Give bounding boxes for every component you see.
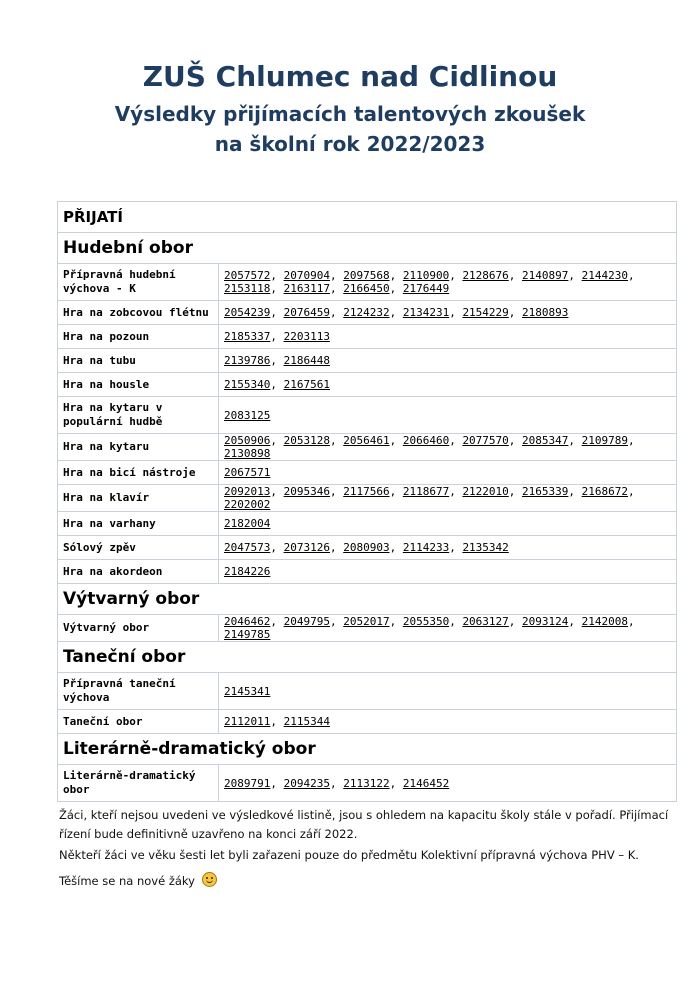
applicant-codes bbox=[219, 673, 677, 710]
applicant-codes: 2185337, 2203113 bbox=[219, 325, 677, 349]
applicant-code: 2056461 bbox=[343, 434, 390, 447]
section-title: Taneční obor bbox=[58, 642, 677, 673]
applicant-code: 2077570 bbox=[462, 434, 509, 447]
applicant-codes: 2092013, 2095346, 2117566, 2118677, 2122010, 2165339, 2168672, 2202002 bbox=[219, 485, 677, 512]
applicant-code: 2180893 bbox=[522, 306, 569, 319]
subject-label: Přípravná taneční výchova bbox=[58, 673, 219, 710]
section-title: Výtvarný obor bbox=[58, 584, 677, 615]
table-row bbox=[58, 485, 677, 512]
subject-label: Literárně-dramatický obor bbox=[58, 765, 219, 802]
applicant-code: 2134231 bbox=[402, 306, 450, 319]
applicant-code: 2054239 bbox=[224, 306, 271, 319]
applicant-code: 2089791 bbox=[224, 776, 271, 790]
applicant-code: 2112011 bbox=[224, 715, 271, 728]
applicant-code: 2118677 bbox=[402, 485, 450, 498]
applicant-code: 2144230 bbox=[581, 269, 629, 282]
applicant-code: 2167561 bbox=[283, 378, 330, 391]
admissions-table bbox=[57, 201, 677, 802]
applicant-code: 2052017 bbox=[343, 615, 390, 628]
applicant-codes: 2139786, 2186448 bbox=[219, 349, 677, 373]
applicant-code: 2139786 bbox=[224, 354, 271, 367]
applicant-codes bbox=[219, 512, 677, 536]
school-title: ZUŠ Chlumec nad Cidlinou bbox=[142, 60, 558, 93]
applicant-codes: 2050906, 2053128, 2056461, 2066460, 2077570, 2085347, 2109789, 2130898 bbox=[219, 434, 677, 461]
applicant-code: 2122010 bbox=[462, 485, 509, 498]
applicant-code: 2092013 bbox=[224, 485, 271, 498]
table-heading-row bbox=[58, 202, 677, 233]
applicant-code: 2115344 bbox=[283, 715, 330, 728]
applicant-code: 2109789 bbox=[581, 434, 629, 447]
results-title: Výsledky přijímacích talentových zkoušek bbox=[114, 102, 586, 126]
applicant-code: 2165339 bbox=[522, 485, 569, 498]
applicant-code: 2202002 bbox=[224, 498, 271, 511]
subject-label: Hra na housle bbox=[58, 373, 219, 397]
applicant-code: 2142008 bbox=[581, 615, 629, 628]
section-row bbox=[58, 734, 677, 765]
table-row bbox=[58, 512, 677, 536]
applicant-code: 2140897 bbox=[522, 269, 569, 282]
smiley-face-icon bbox=[202, 872, 217, 887]
subject-label: Hra na zobcovou flétnu bbox=[58, 301, 219, 325]
table-row bbox=[58, 301, 677, 325]
subject-label: Hra na varhany bbox=[58, 512, 219, 536]
subject-label: Hra na kytaru bbox=[58, 434, 219, 461]
applicant-codes: 2112011, 2115344 bbox=[219, 710, 677, 734]
applicant-code: 2128676 bbox=[462, 269, 509, 282]
table-row bbox=[58, 615, 677, 642]
applicant-code: 2166450 bbox=[343, 282, 390, 295]
applicant-code: 2154229 bbox=[462, 306, 509, 319]
table-row bbox=[58, 536, 677, 560]
table-row bbox=[58, 765, 677, 802]
applicant-code: 2047573 bbox=[224, 541, 271, 554]
note-welcome-text: Těšíme se na nové žáky bbox=[59, 874, 195, 888]
subject-label: Hra na pozoun bbox=[58, 325, 219, 349]
table-row bbox=[58, 434, 677, 461]
applicant-code: 2130898 bbox=[224, 447, 271, 460]
applicant-code: 2049795 bbox=[283, 615, 330, 628]
subject-label: Hra na kytaru v populární hudbě bbox=[58, 397, 219, 434]
applicant-code: 2055350 bbox=[402, 615, 450, 628]
applicant-code: 2135342 bbox=[462, 541, 509, 554]
applicant-codes bbox=[219, 461, 677, 485]
school-year-title: na školní rok 2022/2023 bbox=[214, 132, 486, 156]
applicant-code: 2046462 bbox=[224, 615, 271, 628]
applicant-code: 2050906 bbox=[224, 434, 271, 447]
table-row bbox=[58, 373, 677, 397]
applicant-codes bbox=[219, 560, 677, 584]
table-heading: PŘIJATÍ bbox=[58, 202, 677, 233]
section-row bbox=[58, 642, 677, 673]
applicant-codes: 2046462, 2049795, 2052017, 2055350, 2063127, 2093124, 2142008, 2149785 bbox=[219, 615, 677, 642]
applicant-code: 2163117 bbox=[283, 282, 330, 295]
applicant-code: 2073126 bbox=[283, 541, 330, 554]
applicant-code: 2176449 bbox=[402, 282, 450, 295]
applicant-code: 2117566 bbox=[343, 485, 390, 498]
applicant-codes: 2057572, 2070904, 2097568, 2110900, 2128676, 2140897, 2144230, 2153118, 2163117, 2166450, 2176449 bbox=[219, 264, 677, 301]
applicant-code: 2076459 bbox=[283, 306, 330, 319]
subject-label: Hra na klavír bbox=[58, 485, 219, 512]
applicant-code: 2184226 bbox=[224, 565, 271, 578]
applicant-code: 2080903 bbox=[343, 541, 390, 554]
section-title: Hudební obor bbox=[58, 233, 677, 264]
table-row bbox=[58, 710, 677, 734]
applicant-codes bbox=[219, 397, 677, 434]
applicant-code: 2146452 bbox=[402, 776, 450, 790]
applicant-code: 2145341 bbox=[224, 684, 271, 698]
applicant-codes: 2155340, 2167561 bbox=[219, 373, 677, 397]
subject-label: Přípravná hudební výchova - K bbox=[58, 264, 219, 301]
applicant-code: 2110900 bbox=[402, 269, 450, 282]
table-row bbox=[58, 461, 677, 485]
applicant-code: 2113122 bbox=[343, 776, 390, 790]
applicant-code: 2067571 bbox=[224, 466, 271, 479]
table-row bbox=[58, 349, 677, 373]
note-welcome bbox=[59, 872, 689, 891]
applicant-code: 2185337 bbox=[224, 330, 271, 343]
section-row bbox=[58, 233, 677, 264]
applicant-code: 2053128 bbox=[283, 434, 330, 447]
applicant-code: 2093124 bbox=[522, 615, 569, 628]
applicant-code: 2070904 bbox=[283, 269, 330, 282]
table-row bbox=[58, 673, 677, 710]
applicant-code: 2124232 bbox=[343, 306, 390, 319]
applicant-code: 2168672 bbox=[581, 485, 629, 498]
note-six-year-olds: Někteří žáci ve věku šesti let byli zařazeni pouze do předmětu Kolektivní přípravná výchova PHV – K. bbox=[59, 848, 639, 862]
applicant-code: 2203113 bbox=[283, 330, 330, 343]
note-waiting-list: Žáci, kteří nejsou uvedeni ve výsledkové listině, jsou s ohledem na kapacitu školy stále v pořadí. Přijímací řízení bude definitivně uzavřeno na konci září 2022. bbox=[59, 808, 669, 841]
subject-label: Sólový zpěv bbox=[58, 536, 219, 560]
applicant-code: 2182004 bbox=[224, 517, 271, 530]
section-title: Literárně-dramatický obor bbox=[58, 734, 677, 765]
table-row bbox=[58, 264, 677, 301]
applicant-code: 2066460 bbox=[402, 434, 450, 447]
applicant-codes: 2054239, 2076459, 2124232, 2134231, 2154229, 2180893 bbox=[219, 301, 677, 325]
applicant-code: 2155340 bbox=[224, 378, 271, 391]
applicant-code: 2094235 bbox=[283, 776, 330, 790]
applicant-code: 2153118 bbox=[224, 282, 271, 295]
applicant-code: 2186448 bbox=[283, 354, 330, 367]
applicant-codes: 2089791, 2094235, 2113122, 2146452 bbox=[219, 765, 677, 802]
applicant-code: 2057572 bbox=[224, 269, 271, 282]
subject-label: Taneční obor bbox=[58, 710, 219, 734]
applicant-code: 2097568 bbox=[343, 269, 390, 282]
subject-label: Hra na tubu bbox=[58, 349, 219, 373]
subject-label: Výtvarný obor bbox=[58, 615, 219, 642]
applicant-code: 2095346 bbox=[283, 485, 330, 498]
table-row bbox=[58, 397, 677, 434]
applicant-code: 2083125 bbox=[224, 408, 271, 422]
subject-label: Hra na bicí nástroje bbox=[58, 461, 219, 485]
table-row bbox=[58, 560, 677, 584]
section-row bbox=[58, 584, 677, 615]
applicant-code: 2149785 bbox=[224, 628, 271, 641]
applicant-code: 2085347 bbox=[522, 434, 569, 447]
applicant-code: 2063127 bbox=[462, 615, 509, 628]
applicant-code: 2114233 bbox=[402, 541, 450, 554]
applicant-codes: 2047573, 2073126, 2080903, 2114233, 2135342 bbox=[219, 536, 677, 560]
subject-label: Hra na akordeon bbox=[58, 560, 219, 584]
table-row bbox=[58, 325, 677, 349]
